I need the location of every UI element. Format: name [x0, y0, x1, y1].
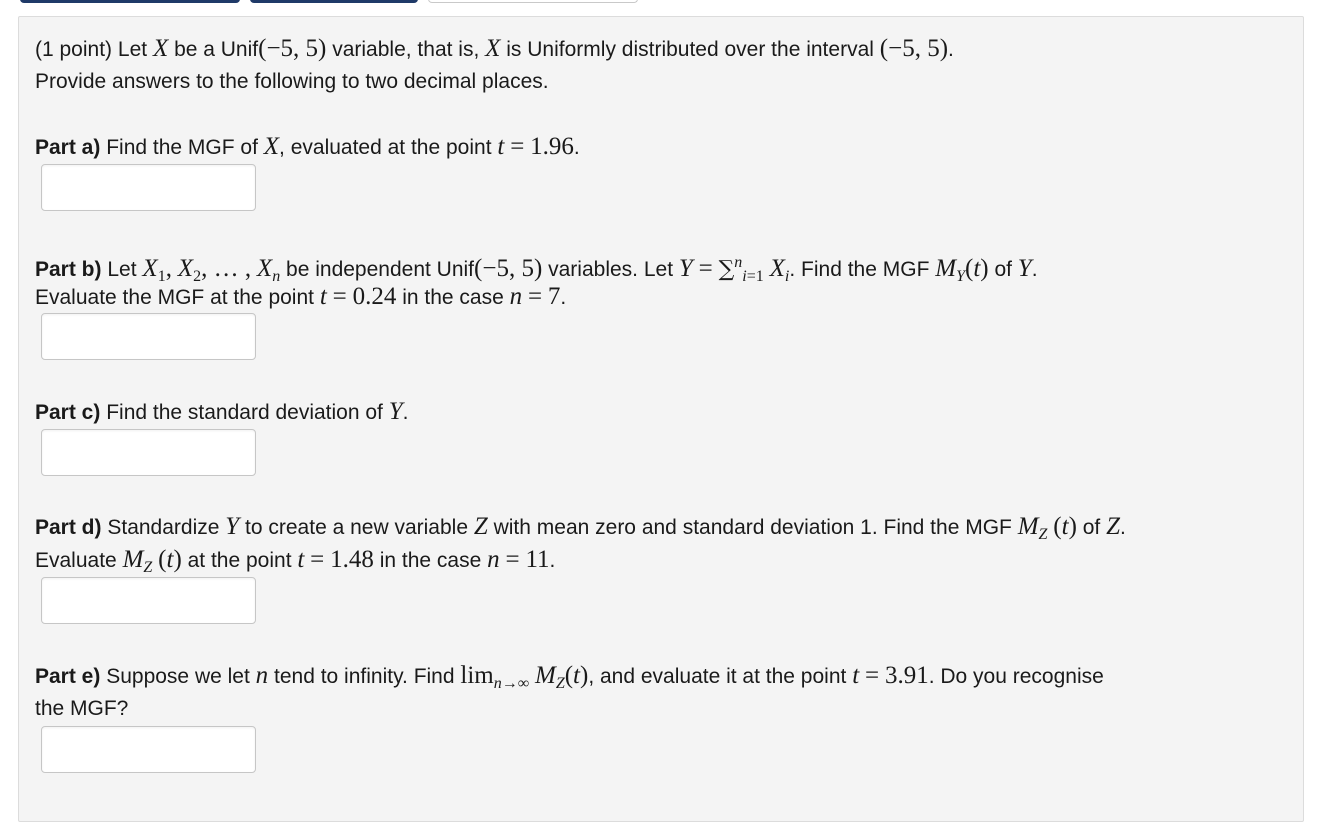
part-e-question-line-1: Part e) Suppose we let n tend to infinity. Find $\lim_{n\to\infty} M_Z(t)$, and evaluate it at the point t = 3.91. Do you recognise: [35, 662, 1104, 692]
part-c-answer-input[interactable]: [41, 429, 256, 476]
part-d-answer-input[interactable]: [41, 577, 256, 624]
top-tab-3[interactable]: [428, 0, 638, 3]
part-a-label: Part a): [35, 136, 101, 159]
part-a-answer-input[interactable]: [41, 164, 256, 211]
part-d-question-line-1: Part d) Standardize Y to create a new variable Z with mean zero and standard deviation 1. Find the MGF $M_Z$ (t) of Z.: [35, 513, 1126, 543]
top-tab-1[interactable]: [20, 0, 240, 3]
part-b-label: Part b): [35, 258, 102, 281]
part-c-question: Part c) Find the standard deviation of Y.: [35, 398, 409, 425]
part-b-question-line-2: Evaluate the MGF at the point t = 0.24 in the case n = 7.: [35, 283, 567, 310]
problem-panel: [18, 16, 1304, 822]
part-e-question-line-2: the MGF?: [35, 697, 129, 720]
part-a-question: Part a) Find the MGF of X, evaluated at the point t = 1.96.: [35, 133, 580, 160]
part-e-label: Part e): [35, 665, 101, 688]
part-e-answer-input[interactable]: [41, 726, 256, 773]
part-c-label: Part c): [35, 401, 101, 424]
top-tab-2[interactable]: [250, 0, 418, 3]
part-d-question-line-2: Evaluate $M_Z$ (t) at the point t = 1.48 in the case n = 11.: [35, 546, 556, 576]
problem-intro-line-2: Provide answers to the following to two decimal places.: [35, 70, 549, 93]
part-d-label: Part d): [35, 516, 102, 539]
problem-intro-line-1: (1 point) Let X be a Unif(−5, 5) variable, that is, X is Uniformly distributed over the interval (−5, 5).: [35, 35, 954, 62]
part-b-answer-input[interactable]: [41, 313, 256, 360]
part-b-question-line-1: Part b) Let $X_1$, $X_2$, … , $X_n$ be independent Unif(−5, 5) variables. Let Y = ∑$^n_{i=1}$ $X_i$. Find the MGF $M_Y(t)$ of Y.: [35, 254, 1038, 285]
